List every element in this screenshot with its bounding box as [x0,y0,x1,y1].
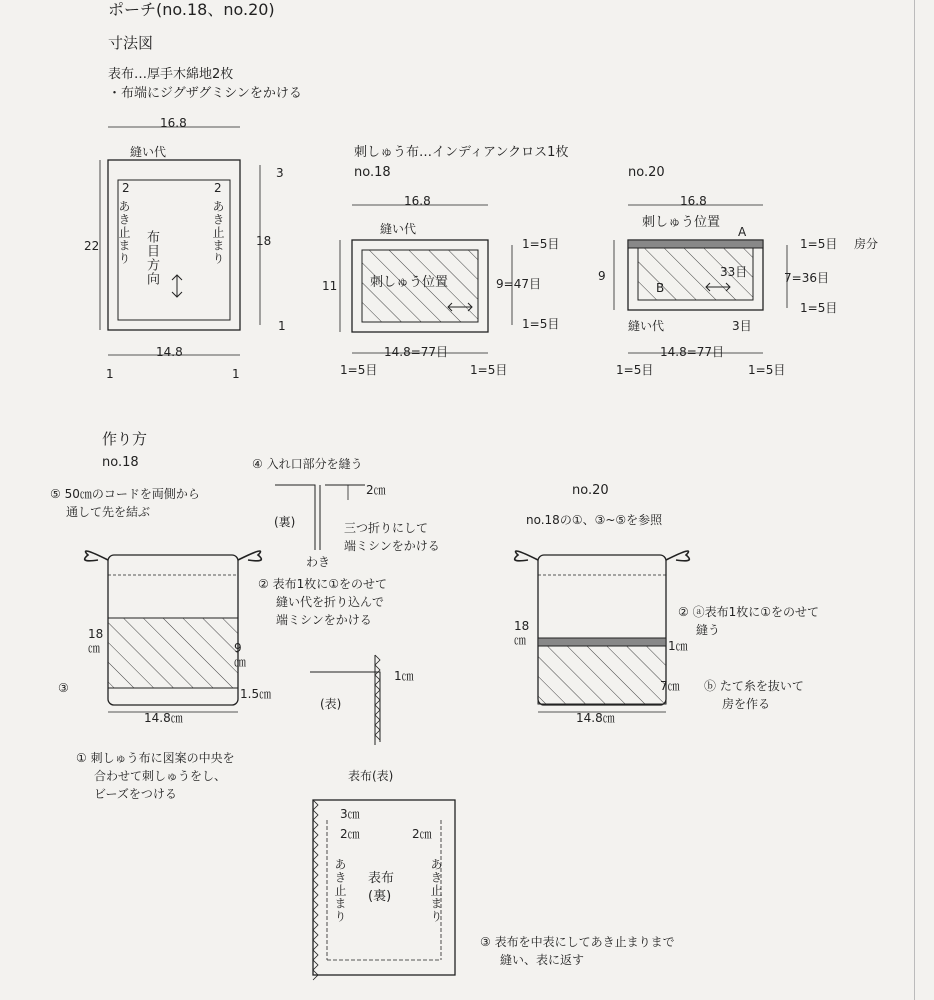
d1-2-right: 2 [214,181,222,195]
d2-seam: 縫い代 [380,222,417,236]
panel-3cm: 3㎝ [340,807,360,821]
step4-fold1: 三つ折りにして [344,521,429,535]
step4-ura: (裏) [274,515,296,529]
step2b-line2: 房を作る [722,697,771,711]
bag20-h18: 18 [514,619,530,633]
emb-fabric-note: 刺しゅう布…インディアンクロス1枚 [354,145,569,160]
d1-seam: 縫い代 [130,145,167,159]
d3-h9: 9 [598,269,606,283]
d3-label: no.20 [628,165,665,180]
bag18-step3: ③ [58,681,69,695]
d3-b1-right: 1=5目 [748,363,786,377]
no20-ref: no.18の①、③~⑤を参照 [526,513,663,527]
d2-b1-left: 1=5目 [340,363,378,377]
d3-h7: 7=36目 [784,271,829,285]
panel-open-right: あき止まり [429,858,443,923]
d1-b1-right: 1 [232,367,240,381]
step2a-line2: 縫う [696,623,721,637]
d1-b1-left: 1 [106,367,114,381]
d1-m1: 1 [278,319,286,333]
d1-open-left: あき止まり [117,200,131,265]
zigzag-note: ・布端にジグザグミシンをかける [108,86,302,101]
d3-b1-left: 1=5目 [616,363,654,377]
bag18-h9: 9 [234,641,242,655]
step4-fold2: 端ミシンをかける [344,539,440,553]
bag18-cm2: ㎝ [234,655,247,669]
bag20-width: 14.8㎝ [576,711,615,725]
d3-emb-position: 刺しゅう位置 [642,215,721,230]
d3-m1b: 1=5目 [800,301,838,315]
bag18-15: 1.5㎝ [240,687,272,701]
d1-width-top: 16.8 [160,116,187,130]
step3-line1: ③ 表布を中表にしてあき止まりまで [480,935,675,949]
step2-line1: ② 表布1枚に①をのせて [258,577,387,591]
panel-open-left: あき止まり [333,858,347,923]
d2-b1-right: 1=5目 [470,363,508,377]
d3-m1a: 1=5目 [800,237,838,251]
page-title: ポーチ(no.18、no.20) [108,0,275,19]
d3-width-bottom: 14.8=77目 [660,345,725,359]
step5-line2: 通して先を結ぶ [66,505,151,519]
d1-h22: 22 [84,239,100,253]
d2-h11: 11 [322,279,338,293]
d3-fringe: 房分 [854,237,879,251]
step1-line3: ビーズをつける [94,787,177,801]
d2-width-top: 16.8 [404,194,431,208]
d1-open-right: あき止まり [211,200,225,265]
step1-line2: 合わせて刺しゅうをし、 [94,769,227,783]
d2-h9: 9=47目 [496,277,541,291]
d1-width-bottom: 14.8 [156,345,183,359]
d3-a: A [738,225,747,239]
d2-label: no.18 [354,165,391,180]
d2-width-bottom: 14.8=77目 [384,345,449,359]
d3-h3: 3目 [732,319,752,333]
page-edge-rule [914,0,915,1000]
step1-line1: ① 刺しゅう布に図案の中央を [76,751,235,765]
d2-emb-position: 刺しゅう位置 [370,275,449,290]
howto-heading: 作り方 [102,430,148,448]
step2b-line1: ⓑ たて糸を抜いて [704,679,804,693]
d1-grain: 布目方向 [144,230,159,286]
bag18-h18: 18 [88,627,104,641]
step4-line1: ④ 入れ口部分を縫う [252,457,363,471]
step5-line1: ⑤ 50㎝のコードを両側から [50,487,200,501]
step2-omote: (表) [320,697,342,711]
d1-h18: 18 [256,234,272,248]
d1-2-left: 2 [122,181,130,195]
step2-caption: 表布(表) [348,769,394,783]
d1-m3: 3 [276,166,284,180]
step2-line3: 端ミシンをかける [276,613,372,627]
panel-center-ura: (裏) [368,889,392,904]
d3-seam: 縫い代 [628,319,665,333]
d2-m1b: 1=5目 [522,317,560,331]
dims-heading: 寸法図 [108,34,154,52]
panel-2cm-right: 2㎝ [412,827,432,841]
step4-waki: わき [306,555,331,569]
d2-m1a: 1=5目 [522,237,560,251]
bag18-width: 14.8㎝ [144,711,183,725]
step4-2cm: 2㎝ [366,483,386,497]
bag20-1cm: 1㎝ [668,639,688,653]
step2-1cm: 1㎝ [394,669,414,683]
step2-line2: 縫い代を折り込んで [276,595,385,609]
panel-center: 表布 [368,871,395,886]
d3-h33: 33目 [720,265,748,279]
no20-label: no.20 [572,483,609,498]
bag20-cm: ㎝ [514,633,527,647]
no18-label: no.18 [102,455,139,470]
d3-b: B [656,281,665,295]
outer-fabric-note: 表布…厚手木綿地2枚 [108,67,234,82]
step3-line2: 縫い、表に返す [500,953,585,967]
panel-2cm-left: 2㎝ [340,827,360,841]
bag18-cm1: ㎝ [88,641,101,655]
step2a-line1: ② ⓐ表布1枚に①をのせて [678,605,819,619]
bag20-7cm: 7㎝ [660,679,680,693]
d3-width-top: 16.8 [680,194,707,208]
